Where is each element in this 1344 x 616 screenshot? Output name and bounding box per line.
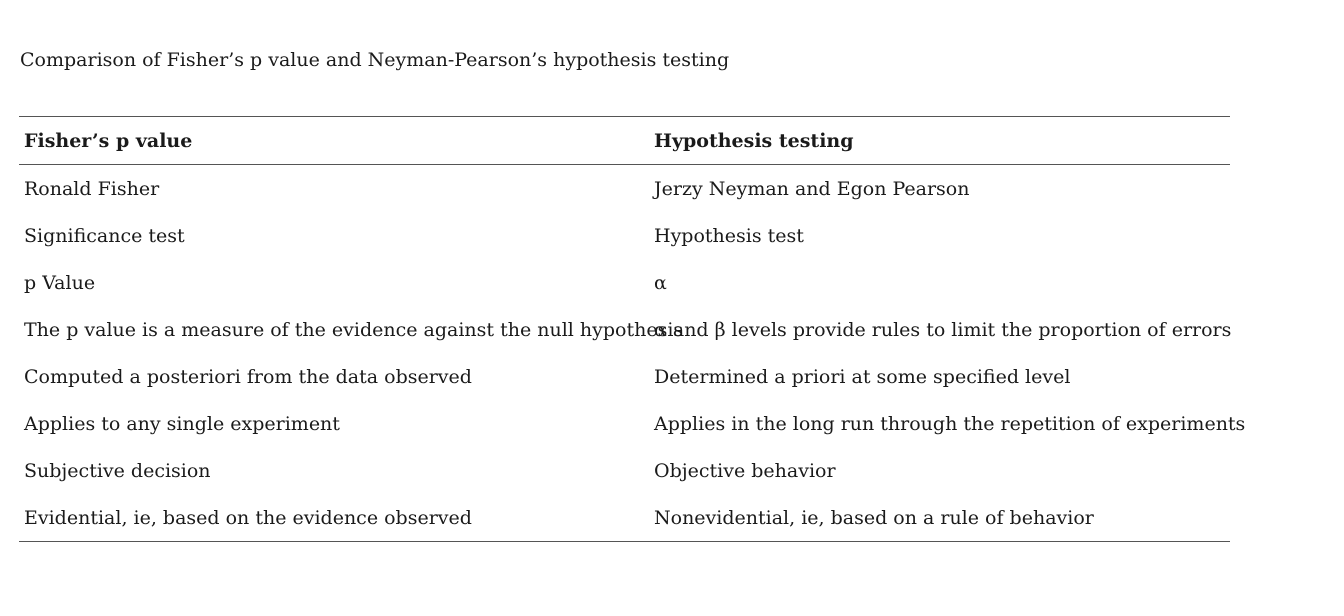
- table-row: [19, 165, 1230, 212]
- comparison-table: [19, 116, 1246, 542]
- table-caption: Comparison of Fisher’s p value and Neyman-Pearson’s hypothesis testing: [20, 49, 730, 71]
- fisher-cell: Subjective decision: [24, 459, 211, 482]
- table-row: [19, 494, 1230, 541]
- fisher-cell: Evidential, ie, based on the evidence observed: [24, 506, 472, 529]
- table-row: [19, 447, 1230, 494]
- header-hypothesis-testing: Hypothesis testing: [654, 129, 854, 152]
- table-row: [19, 212, 1230, 259]
- fisher-cell: Computed a posteriori from the data observed: [24, 365, 472, 388]
- neyman-pearson-cell: Objective behavior: [654, 459, 836, 482]
- fisher-cell: Applies to any single experiment: [24, 412, 340, 435]
- table-row: [19, 353, 1230, 400]
- table-header-row: [19, 117, 1230, 165]
- neyman-pearson-cell: Applies in the long run through the repetition of experiments: [654, 412, 1246, 435]
- fisher-cell: p Value: [24, 271, 96, 294]
- header-fisher-p-value: Fisher’s p value: [24, 129, 193, 152]
- neyman-pearson-cell: Nonevidential, ie, based on a rule of behavior: [654, 506, 1094, 529]
- table-row: [19, 259, 1230, 306]
- table-row: [19, 400, 1246, 447]
- fisher-cell: Significance test: [24, 224, 185, 247]
- neyman-pearson-cell: Jerzy Neyman and Egon Pearson: [654, 177, 970, 200]
- table-row: [19, 306, 1230, 353]
- neyman-pearson-cell: α and β levels provide rules to limit the proportion of errors: [654, 318, 1232, 341]
- neyman-pearson-cell: Determined a priori at some specified level: [654, 365, 1071, 388]
- fisher-cell: The p value is a measure of the evidence against the null hypothesis: [24, 318, 684, 341]
- neyman-pearson-cell: Hypothesis test: [654, 224, 804, 247]
- fisher-cell: Ronald Fisher: [24, 177, 160, 200]
- neyman-pearson-cell: α: [654, 271, 667, 294]
